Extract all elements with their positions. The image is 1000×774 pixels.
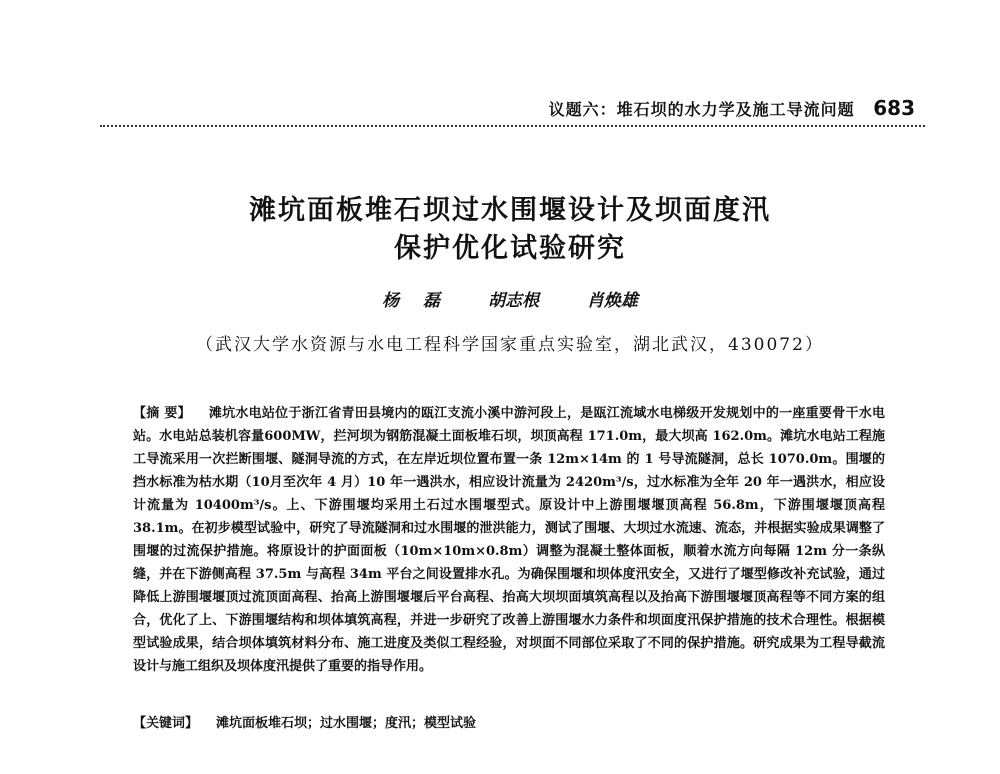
author-1: 杨 磊 <box>382 291 441 311</box>
keywords-label: 【关键词】 <box>133 716 199 731</box>
header-divider <box>100 125 925 127</box>
affiliation: （武汉大学水资源与水电工程科学国家重点实验室，湖北武汉，430072） <box>196 335 824 355</box>
author-2: 胡志根 <box>487 291 539 311</box>
abstract-label: 【摘 要】 <box>133 406 191 421</box>
running-title: 议题六：堆石坝的水力学及施工导流问题 <box>548 100 855 119</box>
abstract-text: 滩坑水电站位于浙江省青田县境内的瓯江支流小溪中游河段上，是瓯江流域水电梯级开发规划中的一座重要骨干水电站。水电站总装机容量600MW，拦河坝为钢筋混凝土面板堆石坝，坝顶高程 171.0m，最大坝高 162.0m。滩坑水电站工程施工导流采用一次拦断围堰、隧洞导流的方式，在左岸近坝位置布置一条 12m×14m 的 1 号导流隧洞，总长 1070.0m。围堰的挡水标准为枯水期（10月至次年 4 月）10 年一遇洪水，相应设计流量为 2420m³/s，过水标准为全年 20 年一遇洪水，相应设计流量为 10400m³/s。上、下游围堰均采用土石过水围堰型式。原设计中上游围堰堰顶高程 56.8m，下游围堰堰顶高程 38.1m。在初步模型试验中，研究了导流隧洞和过水围堰的泄洪能力，测试了围堰、大坝过水流速、流态，并根据实验成果调整了围堰的过流保护措施。将原设计的护面面板（10m×10m×0.8m）调整为混凝土整体面板，顺着水流方向每隔 12m 分一条纵缝，并在下游侧高程 37.5m 与高程 34m 平台之间设置排水孔。为确保围堰和坝体度汛安全，又进行了堰型修改补充试验，通过降低上游围堰堰顶过流顶面高程、抬高上游围堰堰后平台高程、抬高大坝坝面填筑高程以及抬高下游围堰堰顶高程等不同方案的组合，优化了上、下游围堰结构和坝体填筑高程，并进一步研究了改善上游围堰水力条件和坝面度汛保护措施的技术合理性。根据模型试验成果，结合坝体填筑材料分布、施工进度及类似工程经验，对坝面不同部位采取了不同的保护措施。研究成果为工程导截流设计与施工组织及坝体度汛提供了重要的指导作用。 <box>133 406 885 674</box>
paper-title <box>100 192 920 268</box>
title-line-2: 保护优化试验研究 <box>394 233 626 264</box>
running-header <box>100 96 915 120</box>
keywords <box>133 712 885 735</box>
page-number: 683 <box>873 96 915 120</box>
author-3: 肖焕雄 <box>586 291 638 311</box>
keywords-text: 滩坑面板堆石坝；过水围堰；度汛；模型试验 <box>216 716 477 731</box>
abstract <box>133 402 885 678</box>
author-list <box>100 286 920 311</box>
title-line-1: 滩坑面板堆石坝过水围堰设计及坝面度汛 <box>249 195 771 226</box>
